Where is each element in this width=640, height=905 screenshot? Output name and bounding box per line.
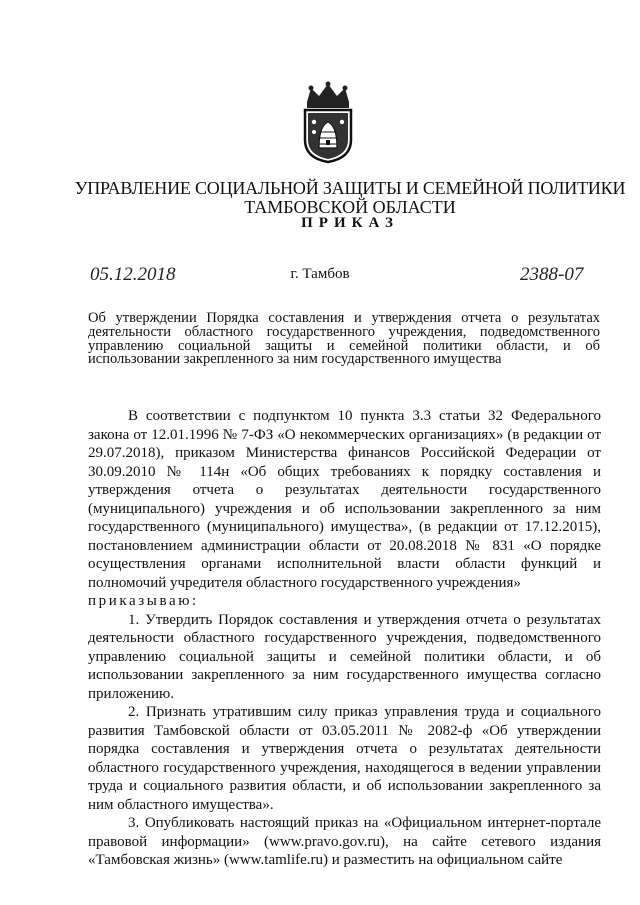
item-2-paragraph: 2. Признать утратившим силу приказ управления труда и социального развития Тамбовской области от 03.05.2011 № 2082-ф «Об утверждении порядка составления и утверждения отчета о результатах деятельности областного государственного учреждения, находящегося в ведении управлении труда и социального развития области, и об использовании закрепленного за ним областного имущества». — [88, 704, 601, 813]
tambov-coat-of-arms-icon — [297, 80, 359, 164]
handwritten-date: 05.12.2018 — [90, 264, 176, 285]
doc-type-title: ПРИКАЗ — [301, 215, 399, 231]
item-3-paragraph: 3. Опубликовать настоящий приказ на «Официальном интернет-портале правовой информации» (www.pravo.gov.ru), на сайте сетевого издания «Тамбовская жизнь» (www.tamlife.ru) и разместить на официальном сайте — [88, 815, 601, 868]
handwritten-number: 2388-07 — [520, 264, 584, 285]
order-body — [88, 407, 601, 870]
city: г. Тамбов — [290, 266, 350, 282]
org-name-line2: ТАМБОВСКОЙ ОБЛАСТИ — [244, 197, 456, 217]
preamble-paragraph: В соответствии с подпунктом 10 пункта 3.3 статьи 32 Федерального закона от 12.01.1996 № 7-ФЗ «О некоммерческих организациях» (в редакции от 29.07.2018), приказом Министерства финансов Российской Федерации от 30.09.2010 № 114н «Об общих требованиях к порядку составления и утверждения отчета о результатах деятельности государственного (муниципального) учреждения и об использовании закрепленного за ним государственного (муниципального) имущества», (в редакции от 17.12.2015), постановлением администрации области от 20.08.2018 № 831 «О порядке осуществления органами исполнительной власти области функций и полномочий учредителя областного государственного учреждения» — [88, 408, 601, 591]
order-title: Об утверждении Порядка составления и утверждения отчета о результатах деятельности областного государственного учреждения, подведомственного управлению социальной защиты и семейной политики области, и об использовании закрепленного за ним государственного имущества — [88, 310, 600, 368]
item-1-paragraph: 1. Утвердить Порядок составления и утверждения отчета о результатах деятельности областного государственного учреждения, подведомственного управлению социальной защиты и семейной политики области, и об использовании закрепленного за ним государственного имущества согласно приложению. — [88, 611, 601, 702]
order-word: приказываю: — [88, 593, 199, 609]
org-name-line1: УПРАВЛЕНИЕ СОЦИАЛЬНОЙ ЗАЩИТЫ И СЕМЕЙНОЙ ПОЛИТИКИ — [74, 178, 626, 198]
